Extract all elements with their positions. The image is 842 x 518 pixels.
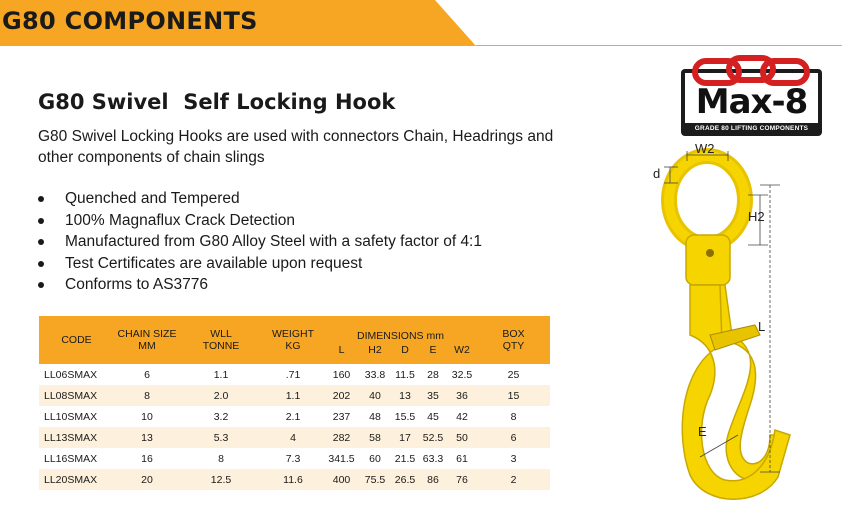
cell-w2: 42 <box>447 406 477 427</box>
cell-e: 86 <box>419 469 447 490</box>
cell-weight: .71 <box>262 364 324 385</box>
feature-text: Conforms to AS3776 <box>65 276 209 293</box>
cell-wll: 3.2 <box>180 406 262 427</box>
cell-l: 400 <box>324 469 359 490</box>
feature-text: Manufactured from G80 Alloy Steel with a safety factor of 4:1 <box>65 233 482 250</box>
col-weight: WEIGHT KG <box>262 316 324 364</box>
cell-chain-size: 10 <box>114 406 180 427</box>
logo-subtitle: GRADE 80 LIFTING COMPONENTS <box>694 125 809 132</box>
header-banner <box>0 0 842 46</box>
banner-title: G80 COMPONENTS <box>2 7 258 35</box>
feature-item <box>38 274 482 296</box>
cell-code: LL10SMAX <box>39 406 114 427</box>
table-row <box>39 406 550 427</box>
cell-e: 28 <box>419 364 447 385</box>
feature-text: 100% Magnaflux Crack Detection <box>65 211 296 229</box>
cell-h2: 75.5 <box>359 469 391 490</box>
cell-h2: 33.8 <box>359 364 391 385</box>
bullet-icon <box>38 282 44 288</box>
cell-h2: 40 <box>359 385 391 406</box>
cell-w2: 36 <box>447 385 477 406</box>
col-dimensions: DIMENSIONS mm <box>324 316 477 344</box>
cell-d: 13 <box>391 385 419 406</box>
cell-d: 11.5 <box>391 364 419 385</box>
label-l: L <box>758 319 766 334</box>
bullet-icon <box>38 261 44 267</box>
feature-list <box>38 188 482 296</box>
col-chain-size: CHAIN SIZE MM <box>114 316 180 364</box>
cell-e: 45 <box>419 406 447 427</box>
cell-wll: 8 <box>180 448 262 469</box>
max8-logo <box>681 55 822 136</box>
label-w2: W2 <box>695 141 715 156</box>
cell-w2: 76 <box>447 469 477 490</box>
col-l: L <box>324 344 359 364</box>
cell-chain-size: 16 <box>114 448 180 469</box>
cell-code: LL20SMAX <box>39 469 114 490</box>
table-row <box>39 469 550 490</box>
cell-code: LL08SMAX <box>39 385 114 406</box>
cell-chain-size: 13 <box>114 427 180 448</box>
cell-h2: 48 <box>359 406 391 427</box>
cell-l: 282 <box>324 427 359 448</box>
swivel-hook-diagram <box>620 135 830 518</box>
cell-wll: 1.1 <box>180 364 262 385</box>
bullet-icon <box>38 218 44 224</box>
cell-wll: 5.3 <box>180 427 262 448</box>
col-code: CODE <box>39 316 114 364</box>
cell-weight: 1.1 <box>262 385 324 406</box>
cell-l: 341.5 <box>324 448 359 469</box>
spec-table <box>39 316 550 490</box>
cell-wll: 2.0 <box>180 385 262 406</box>
col-wll: WLL TONNE <box>180 316 262 364</box>
cell-wll: 12.5 <box>180 469 262 490</box>
hook-illustration <box>620 135 830 513</box>
cell-h2: 60 <box>359 448 391 469</box>
table-row <box>39 385 550 406</box>
table-row <box>39 427 550 448</box>
cell-e: 63.3 <box>419 448 447 469</box>
cell-code: LL06SMAX <box>39 364 114 385</box>
cell-weight: 11.6 <box>262 469 324 490</box>
cell-d: 15.5 <box>391 406 419 427</box>
logo-text: Max-8 <box>695 82 808 122</box>
table-row <box>39 448 550 469</box>
cell-chain-size: 20 <box>114 469 180 490</box>
cell-l: 237 <box>324 406 359 427</box>
cell-w2: 32.5 <box>447 364 477 385</box>
cell-code: LL16SMAX <box>39 448 114 469</box>
label-e: E <box>698 424 707 439</box>
label-h2: H2 <box>748 209 765 224</box>
cell-d: 26.5 <box>391 469 419 490</box>
cell-box-qty: 8 <box>477 406 550 427</box>
feature-item <box>38 210 482 232</box>
col-e: E <box>419 344 447 364</box>
cell-e: 35 <box>419 385 447 406</box>
cell-weight: 4 <box>262 427 324 448</box>
cell-d: 21.5 <box>391 448 419 469</box>
label-d: d <box>653 166 661 181</box>
cell-box-qty: 25 <box>477 364 550 385</box>
cell-l: 160 <box>324 364 359 385</box>
cell-box-qty: 3 <box>477 448 550 469</box>
table-row <box>39 364 550 385</box>
cell-w2: 50 <box>447 427 477 448</box>
feature-item <box>38 231 482 253</box>
feature-item <box>38 253 482 275</box>
cell-w2: 61 <box>447 448 477 469</box>
feature-text: Quenched and Tempered <box>65 190 240 207</box>
feature-item <box>38 188 482 210</box>
cell-chain-size: 6 <box>114 364 180 385</box>
cell-d: 17 <box>391 427 419 448</box>
cell-box-qty: 2 <box>477 469 550 490</box>
cell-code: LL13SMAX <box>39 427 114 448</box>
table-header-row <box>39 316 550 344</box>
col-w2: W2 <box>447 344 477 364</box>
cell-weight: 2.1 <box>262 406 324 427</box>
cell-h2: 58 <box>359 427 391 448</box>
product-description: G80 Swivel Locking Hooks are used with connectors Chain, Headrings and other components of chain slings <box>38 128 554 166</box>
bullet-icon <box>38 239 44 245</box>
cell-box-qty: 15 <box>477 385 550 406</box>
col-d: D <box>391 344 419 364</box>
cell-e: 52.5 <box>419 427 447 448</box>
cell-l: 202 <box>324 385 359 406</box>
cell-weight: 7.3 <box>262 448 324 469</box>
cell-chain-size: 8 <box>114 385 180 406</box>
swivel-body <box>686 235 730 285</box>
col-box-qty: BOX QTY <box>477 316 550 364</box>
col-h2: H2 <box>359 344 391 364</box>
feature-text: Test Certificates are available upon request <box>65 254 363 272</box>
cell-box-qty: 6 <box>477 427 550 448</box>
product-title: G80 Swivel Self Locking Hook <box>38 90 396 114</box>
bullet-icon <box>38 196 44 202</box>
